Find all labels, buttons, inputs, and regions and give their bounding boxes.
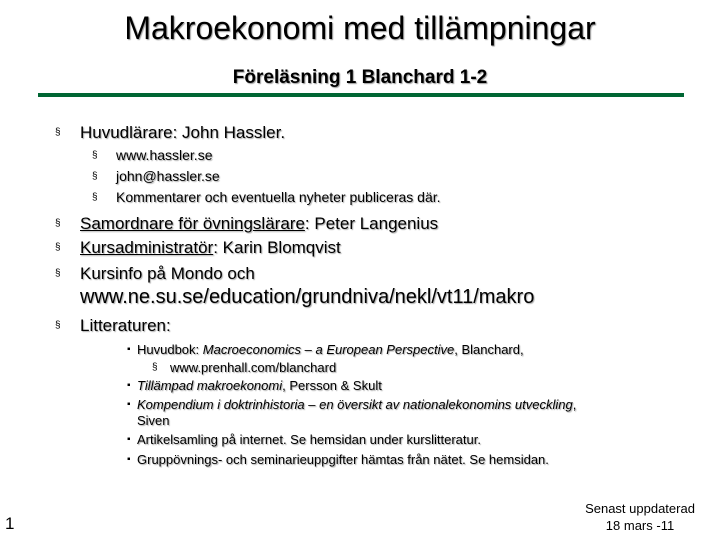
page-number: 1	[5, 514, 15, 533]
literature-heading: Litteraturen:	[80, 316, 171, 335]
literature-main-suffix: , Blanchard,	[454, 342, 524, 357]
literature-item-3-title: Kompendium i doktrinhistoria – en översikt av nationalekonomins utveckling	[137, 397, 573, 412]
last-updated-date: 18 mars -11	[605, 518, 675, 533]
bullet-icon: §	[55, 268, 61, 279]
bullet-icon: ▪	[127, 434, 131, 445]
teacher-email: john@hassler.se	[116, 168, 220, 184]
slide-subtitle: Föreläsning 1 Blanchard 1-2	[232, 67, 488, 88]
bullet-icon: §	[55, 242, 61, 253]
literature-main-url[interactable]: www.prenhall.com/blanchard	[170, 360, 337, 375]
literature-item-5: Gruppövnings- och seminarieuppgifter hämtas från nätet. Se hemsidan.	[137, 452, 549, 467]
course-url-link[interactable]: www.ne.su.se/education/grundniva/nekl/vt11/makro	[80, 286, 535, 308]
teacher-line: Huvudlärare: John Hassler.	[80, 123, 286, 142]
last-updated	[560, 500, 720, 534]
bullet-icon: ▪	[127, 380, 131, 391]
literature-item-3-author: Siven	[137, 413, 170, 428]
title-divider	[38, 93, 684, 97]
bullet-icon: ▪	[127, 399, 131, 410]
bullet-icon: §	[92, 150, 98, 161]
course-info-line: Kursinfo på Mondo och	[80, 264, 255, 283]
coordinator-label: Samordnare för övningslärare	[80, 214, 305, 233]
literature-main-title: Macroeconomics – a European Perspective	[202, 342, 455, 357]
bullet-icon: §	[92, 192, 98, 203]
literature-main-prefix: Huvudbok:	[137, 342, 203, 357]
bullet-icon: §	[92, 171, 98, 182]
literature-main	[137, 342, 524, 358]
literature-item-2-suffix: , Persson & Skult	[282, 378, 382, 393]
literature-item-2	[137, 378, 382, 394]
coordinator-name: : Peter Langenius	[304, 214, 439, 233]
literature-item-3-suffix: ,	[572, 397, 577, 412]
literature-item-4: Artikelsamling på internet. Se hemsidan under kurslitteratur.	[137, 432, 481, 447]
slide-title: Makroekonomi med tillämpningar	[124, 10, 596, 46]
literature-item-3	[137, 397, 576, 413]
admin-line	[80, 238, 341, 258]
literature-item-2-title: Tillämpad makroekonomi	[137, 378, 283, 393]
bullet-icon: §	[55, 218, 61, 229]
teacher-note: Kommentarer och eventuella nyheter publiceras där.	[116, 189, 441, 205]
bullet-icon: §	[55, 127, 61, 138]
bullet-icon: ▪	[127, 454, 131, 465]
bullet-icon: §	[55, 320, 61, 331]
last-updated-label: Senast uppdaterad	[585, 501, 695, 516]
admin-name: : Karin Blomqvist	[213, 238, 341, 257]
bullet-icon: §	[152, 362, 158, 373]
teacher-website: www.hassler.se	[116, 147, 213, 163]
coordinator-line	[80, 214, 438, 234]
bullet-icon: ▪	[127, 344, 131, 355]
admin-label: Kursadministratör	[80, 238, 214, 257]
